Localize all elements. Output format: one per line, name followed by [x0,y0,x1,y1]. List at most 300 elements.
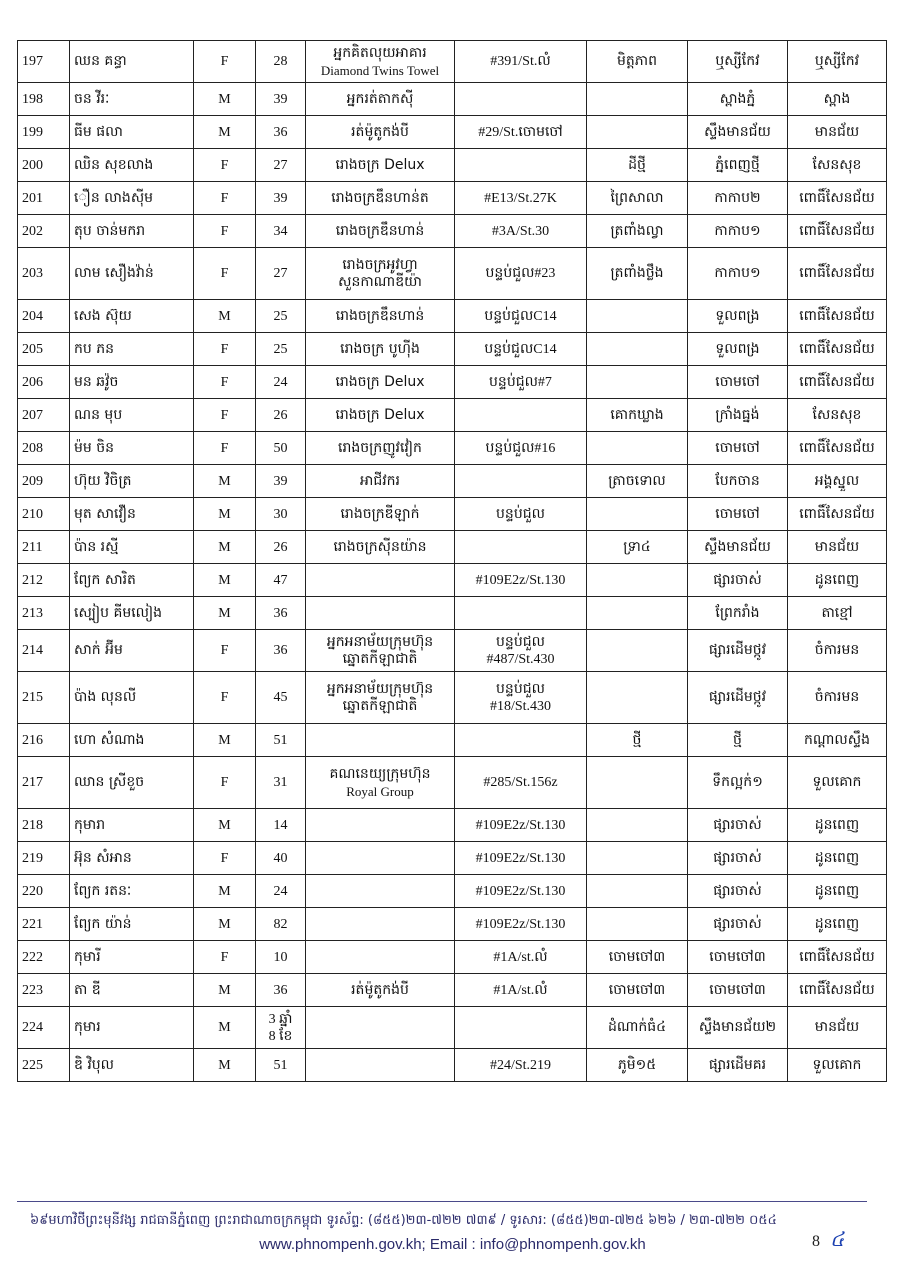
house-address-cell [455,149,587,182]
commune-cell-line: កាកាប២ [714,189,761,206]
row-number-line: 208 [22,440,43,456]
row-number-line: 219 [22,850,43,866]
sex-cell [194,333,256,366]
occupation-cell [306,300,455,333]
district-cell-line: ស្ពាង [823,90,851,107]
commune-cell-line: ស្ទឹងមានជ័យ [704,123,771,140]
village-cell [587,809,688,842]
district-cell-line: ដូនពេញ [814,849,860,866]
table-row [18,333,887,366]
row-number [18,182,70,215]
age-cell [256,1049,306,1082]
age-cell [256,399,306,432]
occupation-cell-line: គណនេយ្យក្រុមហ៊ុន [329,765,431,782]
sex-cell-line: F [220,949,229,965]
house-address-cell-line: #487/St.430 [486,651,555,667]
house-address-cell-line: #1A/st.លំ [493,949,548,965]
row-number [18,724,70,757]
sex-cell [194,116,256,149]
age-cell [256,300,306,333]
person-name-line: កុមារា [74,816,106,833]
house-address-cell-line: #29/St.ចោមចៅ [478,124,563,140]
person-name [70,908,194,941]
person-name [70,531,194,564]
person-name [70,672,194,724]
district-cell [788,724,887,757]
commune-cell [688,41,788,83]
age-cell-line: 36 [273,643,288,658]
person-name-line: ស្បៀប គីមលៀង [74,604,163,621]
person-name [70,757,194,809]
house-address-cell [455,757,587,809]
village-cell-line: ត្រពាំងថ្លឹង [610,265,664,281]
house-address-cell-line: #109E2z/St.130 [475,817,566,833]
sex-cell-line: M [218,916,231,932]
person-name [70,875,194,908]
person-name [70,248,194,300]
person-name-line: សាក់ អ៊ីម [74,642,123,658]
village-cell [587,531,688,564]
village-cell-line: ត្រាចទោល [608,472,666,489]
district-cell-line: អង្គស្នួល [814,472,860,489]
sex-cell [194,630,256,672]
village-cell-line: គោកឃ្លាង [610,406,664,423]
district-cell-line: ទួលគោក [812,1056,862,1073]
age-cell [256,248,306,300]
house-address-cell [455,399,587,432]
village-cell [587,630,688,672]
house-address-cell-line: #1A/st.លំ [493,982,548,998]
table-row [18,182,887,215]
house-address-cell [455,908,587,941]
person-name [70,597,194,630]
district-cell [788,1049,887,1082]
sex-cell [194,974,256,1007]
commune-cell [688,630,788,672]
occupation-cell-line: រោងចក្រឌីឡាក់ [340,505,420,522]
person-name [70,974,194,1007]
house-address-cell [455,1049,587,1082]
district-cell-line: ពោធិ៍សែនជ័យ [799,948,875,965]
person-name-line: មន ឆវ៉ូច [74,373,119,390]
house-address-cell-line: បន្ទប់ជួលC14 [484,308,557,324]
row-number [18,672,70,724]
village-cell [587,672,688,724]
house-address-cell [455,41,587,83]
commune-cell-line: ចោមចៅ [715,505,760,522]
sex-cell [194,941,256,974]
district-cell-line: កណ្ដាលស្ទឹង [804,731,870,748]
age-cell-line: 36 [273,124,288,140]
page-number: 8 [812,1233,820,1250]
row-number [18,1049,70,1082]
sex-cell-line: F [220,440,229,456]
village-cell [587,908,688,941]
occupation-cell-line: អាជីវករ [360,472,400,489]
commune-cell [688,672,788,724]
commune-cell [688,564,788,597]
sex-cell-line: F [220,54,229,69]
age-cell-line: 39 [273,91,288,107]
table-row [18,597,887,630]
row-number-line: 203 [22,266,43,281]
records-table [17,40,887,1082]
commune-cell [688,366,788,399]
sex-cell [194,149,256,182]
commune-cell-line: ផ្សារដើមថ្កូវ [708,642,767,658]
village-cell [587,724,688,757]
person-name-line: ណន មុប [74,406,123,423]
village-cell [587,83,688,116]
district-cell-line: ឬស្សីកែវ [814,53,860,69]
age-cell [256,41,306,83]
age-cell-line: 31 [273,775,288,790]
commune-cell [688,149,788,182]
commune-cell [688,809,788,842]
table-row [18,116,887,149]
sex-cell-line: F [220,266,229,281]
person-name [70,182,194,215]
row-number [18,1007,70,1049]
district-cell-line: ដូនពេញ [814,915,860,932]
commune-cell [688,432,788,465]
footer-divider [17,1201,867,1202]
occupation-cell [306,842,455,875]
age-cell [256,498,306,531]
person-name-line: កប ភន [74,340,114,357]
person-name-line: ឈិន សុខលាង [74,156,154,173]
occupation-cell [306,597,455,630]
house-address-cell [455,842,587,875]
person-name-line: មុត សាវឿន [74,505,136,522]
house-address-cell [455,630,587,672]
sex-cell-line: F [220,407,229,423]
commune-cell-line: បែកចាន [715,472,760,489]
commune-cell-line: ផ្សារចាស់ [713,571,762,588]
house-address-cell-line: បន្ទប់ជួល [496,506,545,522]
commune-cell-line: ភ្នំពេញថ្មី [715,156,760,173]
occupation-cell [306,399,455,432]
commune-cell-line: ស្ពាងភ្នំ [719,90,756,107]
row-number-line: 220 [22,883,43,899]
commune-cell [688,182,788,215]
occupation-cell [306,1007,455,1049]
person-name [70,149,194,182]
row-number [18,333,70,366]
commune-cell-line: ទឹកល្អក់១ [712,774,763,790]
district-cell [788,41,887,83]
sex-cell [194,498,256,531]
person-name-line: ហោ សំណាង [74,731,145,748]
person-name [70,1007,194,1049]
table-row [18,724,887,757]
age-cell [256,531,306,564]
house-address-cell [455,941,587,974]
village-cell [587,757,688,809]
age-cell [256,842,306,875]
age-cell [256,941,306,974]
district-cell [788,974,887,1007]
age-cell-line: 25 [273,341,288,357]
commune-cell-line: កាកាប១ [714,222,761,239]
person-name [70,215,194,248]
sex-cell [194,41,256,83]
district-cell [788,149,887,182]
person-name-line: ព្យែក រតនៈ [74,882,132,899]
occupation-cell [306,83,455,116]
house-address-cell-line: បន្ទប់ជួល#7 [489,374,552,390]
person-name [70,724,194,757]
row-number [18,465,70,498]
occupation-cell [306,215,455,248]
village-cell [587,149,688,182]
house-address-cell [455,215,587,248]
table-row [18,757,887,809]
row-number [18,531,70,564]
table-row [18,531,887,564]
occupation-cell-line: អ្នកអនាម័យក្រុមហ៊ុន [326,680,434,697]
district-cell [788,908,887,941]
house-address-cell-line: #285/St.156z [483,775,558,790]
village-cell [587,116,688,149]
district-cell-line: ពោធិ៍សែនជ័យ [799,373,875,390]
occupation-cell [306,432,455,465]
age-cell-line: 24 [273,374,288,390]
sex-cell [194,1007,256,1049]
village-cell [587,941,688,974]
row-number [18,974,70,1007]
house-address-cell [455,116,587,149]
sex-cell [194,875,256,908]
person-name [70,498,194,531]
house-address-cell [455,248,587,300]
occupation-cell [306,630,455,672]
house-address-cell-line: #109E2z/St.130 [475,850,566,866]
occupation-cell [306,465,455,498]
table-row [18,941,887,974]
table-row [18,498,887,531]
person-name-line: អ៊ុន សំអាន [74,849,132,866]
age-cell [256,908,306,941]
row-number [18,842,70,875]
person-name [70,465,194,498]
sex-cell-line: M [218,124,231,140]
district-cell [788,116,887,149]
commune-cell [688,300,788,333]
table-row [18,83,887,116]
occupation-cell [306,41,455,83]
occupation-cell [306,908,455,941]
commune-cell [688,333,788,366]
district-cell-line: ពោធិ៍សែនជ័យ [799,222,875,239]
commune-cell [688,83,788,116]
table-row [18,908,887,941]
sex-cell-line: M [218,817,231,833]
occupation-cell-line: រោងចក្រ Delux [335,156,425,173]
sex-cell-line: M [218,1020,231,1035]
person-name [70,432,194,465]
occupation-cell-line: អ្នករត់តាកស៊ី [346,90,414,107]
age-cell-line: 36 [273,605,288,621]
district-cell-line: មានជ័យ [814,538,860,555]
age-cell-line: 39 [273,190,288,206]
person-name-line: តា ឌី [74,981,101,998]
house-address-cell [455,498,587,531]
house-address-cell [455,432,587,465]
occupation-cell [306,116,455,149]
occupation-cell-line: Diamond Twins Towel [320,62,440,78]
row-number-line: 200 [22,157,43,173]
district-cell [788,300,887,333]
row-number-line: 214 [22,643,43,658]
commune-cell [688,941,788,974]
row-number [18,597,70,630]
occupation-cell-line: រោងចក្រអូវហ្វា [342,256,418,273]
district-cell-line: មានជ័យ [814,123,860,140]
house-address-cell [455,531,587,564]
sex-cell-line: M [218,572,231,588]
sex-cell [194,432,256,465]
village-cell [587,366,688,399]
occupation-cell [306,564,455,597]
district-cell-line: ចំការមន [814,689,860,705]
occupation-cell-line: អ្នកគិតលុយអាគារ [333,44,427,61]
person-name-line: ឈាន ស្រីខួច [74,774,145,790]
house-address-cell [455,465,587,498]
house-address-cell [455,366,587,399]
sex-cell [194,809,256,842]
commune-cell-line: ផ្សារចាស់ [713,816,762,833]
table-row [18,1007,887,1049]
table-row [18,564,887,597]
row-number-line: 224 [22,1020,43,1035]
age-cell [256,333,306,366]
person-name [70,366,194,399]
age-cell [256,597,306,630]
age-cell [256,116,306,149]
person-name [70,41,194,83]
occupation-cell [306,941,455,974]
row-number-line: 205 [22,341,43,357]
age-cell [256,182,306,215]
age-cell-line: 39 [273,473,288,489]
house-address-cell-line: បន្ទប់ជួលC14 [484,341,557,357]
records-body [18,41,887,1082]
person-name [70,630,194,672]
district-cell-line: ពោធិ៍សែនជ័យ [799,307,875,324]
house-address-cell [455,1007,587,1049]
age-cell-line: 51 [273,1057,288,1073]
sex-cell-line: F [220,157,229,173]
occupation-cell-line: រោងចក្រញូវវៀក [338,439,422,456]
person-name [70,300,194,333]
sex-cell [194,908,256,941]
district-cell [788,1007,887,1049]
district-cell [788,672,887,724]
sex-cell-line: M [218,473,231,489]
row-number-line: 215 [22,690,43,705]
village-cell [587,1007,688,1049]
age-cell [256,672,306,724]
age-cell-line: 34 [273,223,288,239]
age-cell-line: 36 [273,982,288,998]
village-cell-line: ដីថ្មី [628,156,646,173]
person-name [70,941,194,974]
person-name-line: កុមារី [74,948,101,965]
district-cell [788,432,887,465]
sex-cell [194,366,256,399]
village-cell-line: ភូមិ១៥ [617,1056,657,1073]
district-cell-line: មានជ័យ [814,1019,860,1035]
person-name-line: ឌិ វិបុល [74,1056,114,1073]
age-cell-line: 10 [273,949,288,965]
row-number-line: 206 [22,374,43,390]
district-cell-line: ពោធិ៍សែនជ័យ [799,265,875,281]
sex-cell-line: F [220,690,229,705]
district-cell [788,757,887,809]
row-number [18,149,70,182]
row-number-line: 211 [22,539,43,555]
sex-cell [194,842,256,875]
house-address-cell [455,300,587,333]
age-cell-line: 51 [273,732,288,748]
occupation-cell [306,182,455,215]
age-cell [256,215,306,248]
sex-cell-line: M [218,91,231,107]
sex-cell [194,531,256,564]
occupation-cell [306,672,455,724]
sex-cell [194,465,256,498]
house-address-cell-line: #18/St.430 [489,698,552,714]
village-cell [587,399,688,432]
village-cell [587,432,688,465]
commune-cell [688,531,788,564]
district-cell [788,215,887,248]
district-cell [788,630,887,672]
row-number [18,215,70,248]
occupation-cell [306,248,455,300]
occupation-cell [306,757,455,809]
table-row [18,842,887,875]
village-cell [587,465,688,498]
occupation-cell-line: រត់ម៉ូតូកង់បី [351,123,409,140]
occupation-cell-line: រោងចក្រឌឹនហាន់ [335,222,425,239]
house-address-cell [455,333,587,366]
row-number [18,875,70,908]
row-number-line: 199 [22,124,43,140]
sex-cell-line: M [218,982,231,998]
person-name-line: ចន វីរៈ [74,90,110,107]
occupation-cell-line: រោងចក្រ បូហ៊ីង [340,340,420,357]
age-cell [256,630,306,672]
district-cell [788,366,887,399]
age-cell-line: 45 [273,690,288,705]
village-cell-line: ត្រពាំងល្វា [610,222,664,239]
occupation-cell-line: រោងចក្រ Delux [335,373,425,390]
village-cell-line: ដំណាក់ធំ៤ [607,1019,667,1035]
village-cell [587,182,688,215]
sex-cell [194,597,256,630]
district-cell-line: ពោធិ៍សែនជ័យ [799,439,875,456]
commune-cell [688,875,788,908]
occupation-cell [306,366,455,399]
person-name-line: តុប ចាន់មករា [74,222,146,239]
table-row [18,300,887,333]
age-cell [256,875,306,908]
age-cell-line: 3 ឆ្នាំ [268,1011,293,1027]
row-number [18,498,70,531]
village-cell [587,215,688,248]
